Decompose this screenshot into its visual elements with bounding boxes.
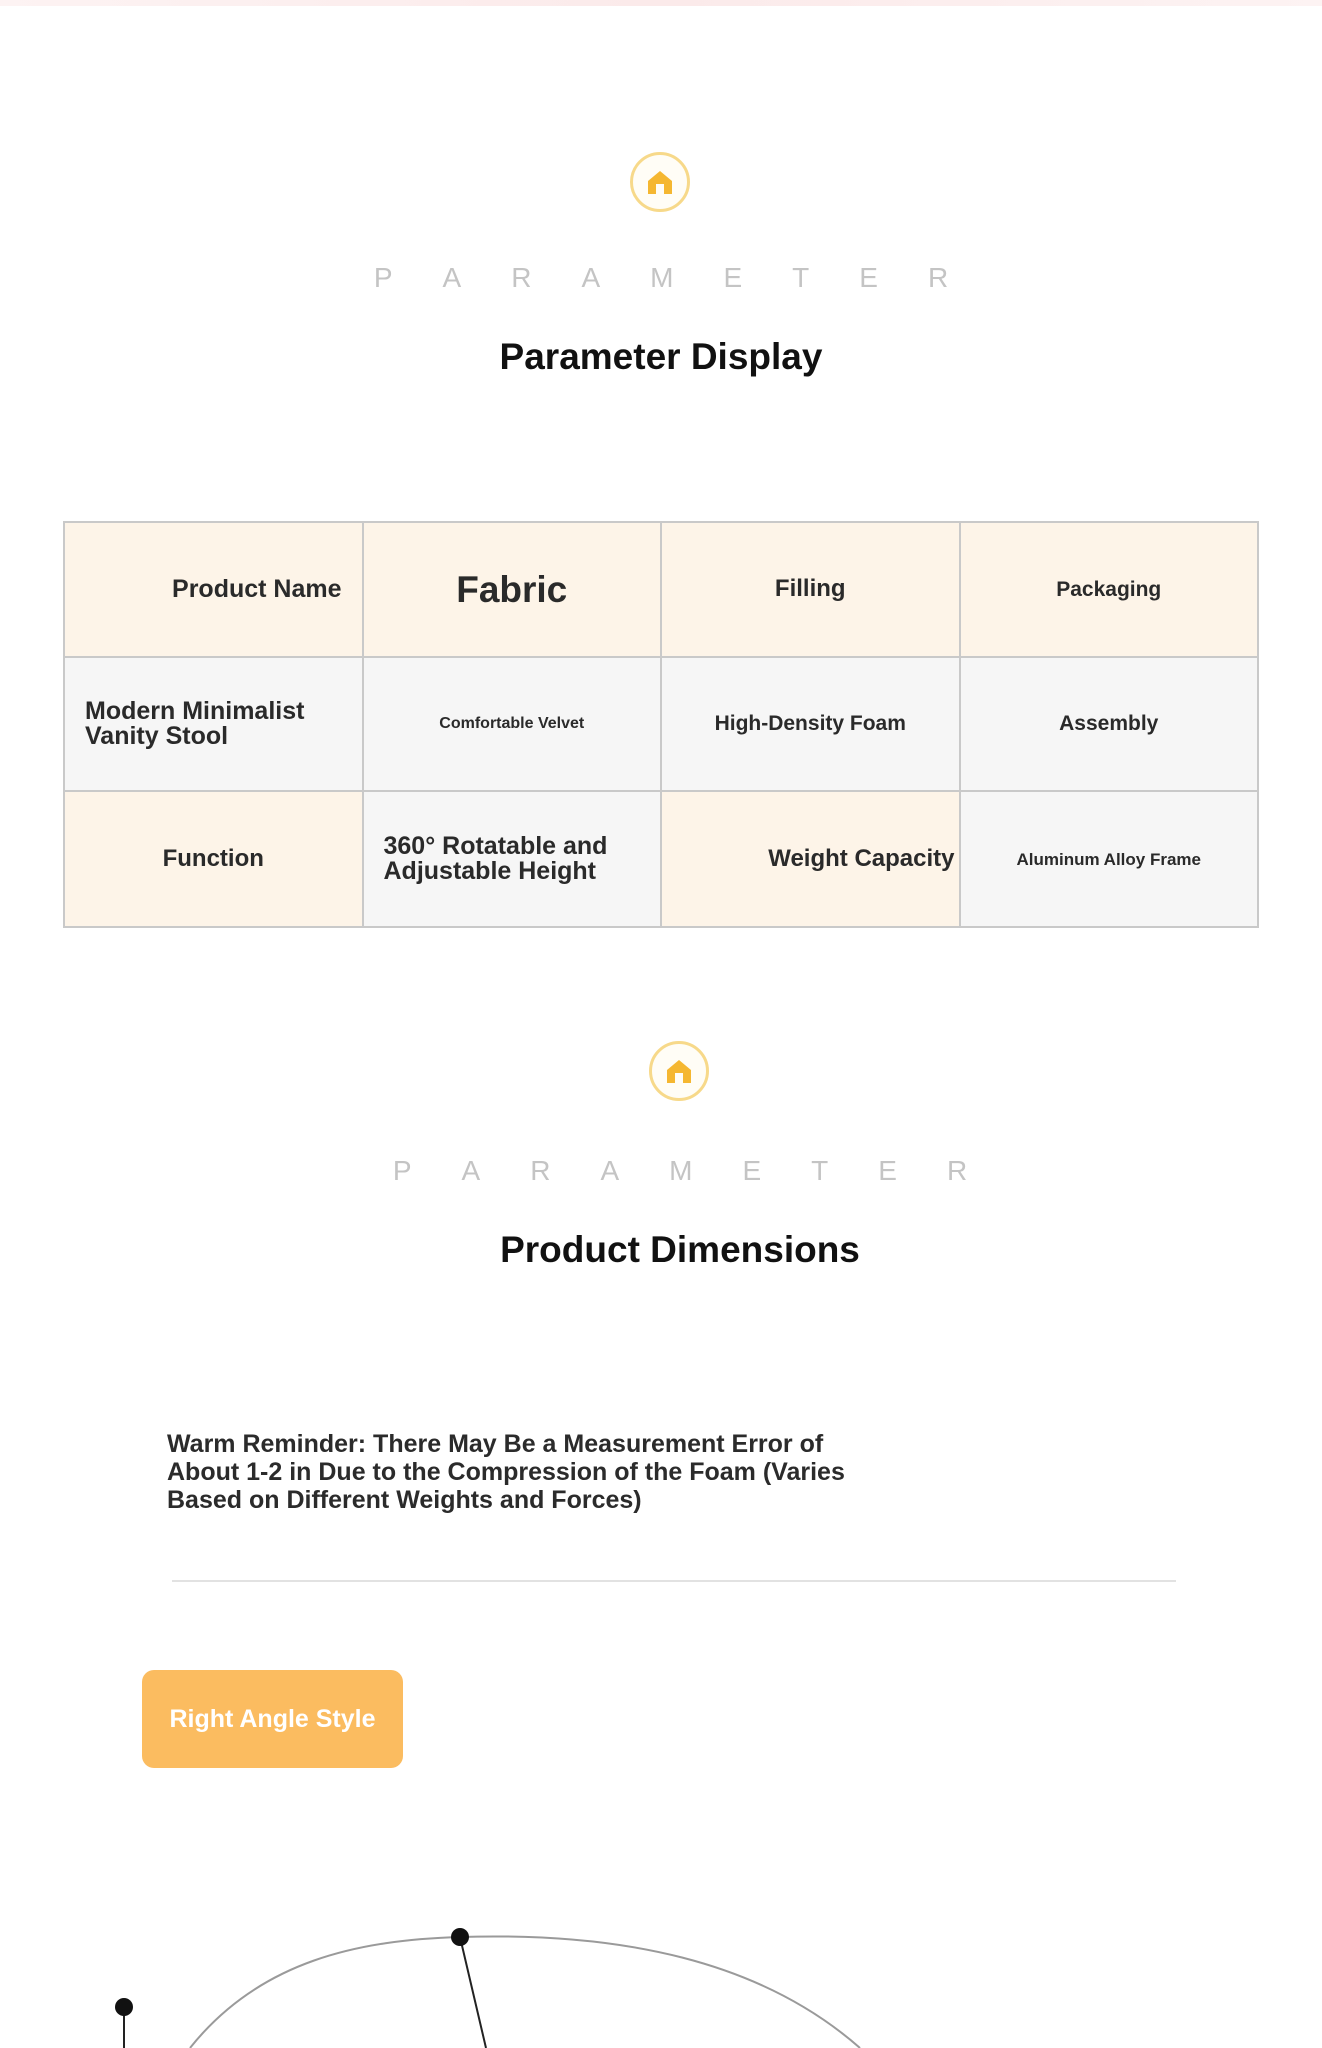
home-icon (630, 152, 690, 212)
letter: P (392, 1155, 412, 1186)
table-cell: High-Density Foam (661, 657, 960, 792)
letter: R (511, 262, 532, 293)
letter: T (811, 1155, 829, 1186)
letter: M (650, 262, 674, 293)
table-cell: Filling (661, 522, 960, 657)
letter: A (442, 262, 462, 293)
home-glyph (643, 165, 677, 199)
table-cell: Fabric (363, 522, 662, 657)
parameter-label (0, 262, 1322, 294)
table-row (64, 522, 1258, 657)
warm-reminder-text: Warm Reminder: There May Be a Measurement Error of About 1-2 in Due to the Compression of the Foam (Varies Based on Different Weights and Forces) (167, 1430, 845, 1514)
letter: P (373, 262, 393, 293)
letter: R (927, 262, 949, 293)
parameter-label (19, 1155, 1322, 1187)
divider (172, 1580, 1176, 1582)
table-row (64, 657, 1258, 792)
table-cell: Aluminum Alloy Frame (960, 791, 1259, 927)
table-cell: Function (64, 791, 363, 927)
letter: E (723, 262, 743, 293)
top-strip (0, 0, 1322, 6)
right-angle-style-button[interactable]: Right Angle Style (142, 1670, 403, 1768)
table-row (64, 791, 1258, 927)
letter: A (461, 1155, 481, 1186)
table-cell: Modern Minimalist Vanity Stool (64, 657, 363, 792)
table-cell: Product Name (64, 522, 363, 657)
section-title: Parameter Display (499, 336, 823, 377)
table-cell: Weight Capacity (661, 791, 960, 927)
letter: E (742, 1155, 762, 1186)
letter: A (581, 262, 601, 293)
letter: E (878, 1155, 897, 1186)
dimension-sketch (0, 1900, 1322, 2048)
letter: E (859, 262, 878, 293)
parameter-table (63, 521, 1259, 928)
letter: R (530, 1155, 551, 1186)
table-cell: 360° Rotatable and Adjustable Height (363, 791, 662, 927)
letter: T (792, 262, 810, 293)
home-icon (649, 1041, 709, 1101)
letter: A (600, 1155, 620, 1186)
table-cell: Packaging (960, 522, 1259, 657)
letter: R (946, 1155, 968, 1186)
home-glyph (662, 1054, 696, 1088)
letter: M (669, 1155, 693, 1186)
table-cell: Assembly (960, 657, 1259, 792)
table-cell: Comfortable Velvet (363, 657, 662, 792)
section-title: Product Dimensions (500, 1229, 860, 1270)
